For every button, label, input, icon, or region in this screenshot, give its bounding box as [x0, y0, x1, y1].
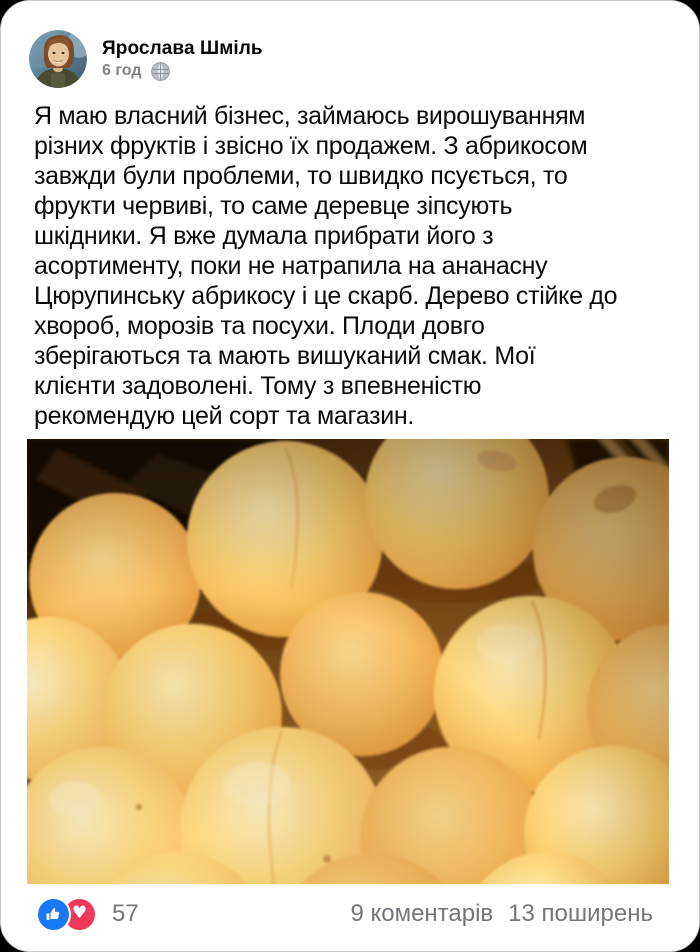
post-photo[interactable]	[27, 439, 669, 884]
post-text-line: Цюрупинську абрикосу і це скарб. Дерево стійке до	[34, 282, 618, 310]
post-text	[1, 88, 699, 431]
timestamp[interactable]: 6 год	[102, 62, 142, 79]
meta-row	[102, 62, 263, 81]
avatar[interactable]	[29, 30, 87, 88]
post-text-line: рекомендую цей сорт та магазин.	[34, 402, 415, 430]
post-text-line: клієнти задоволені. Тому з впевненістю	[34, 372, 482, 400]
post-text-line: зберігаються та мають вишуканий смак. Мої	[34, 342, 536, 370]
footer-counts	[350, 900, 653, 928]
post-footer	[1, 894, 699, 934]
header-text	[102, 38, 263, 81]
apricots-photo	[27, 439, 669, 884]
shares-count[interactable]: 13 поширень	[508, 900, 653, 927]
post-text-line: різних фруктів і звісно їх продажем. З абрикосом	[34, 132, 588, 160]
post-text-line: асортименту, поки не натрапила на ананасну	[34, 252, 548, 280]
comments-count[interactable]: 9 коментарів	[350, 900, 494, 927]
post-text-line: завжди були проблеми, то швидко псується, то	[34, 162, 568, 190]
heart-glyph: ♥	[71, 902, 88, 923]
post-text-line: шкідники. Я вже думала прибрати його з	[34, 222, 494, 250]
post-text-line: фрукти червиві, то саме деревце зіпсують	[34, 192, 513, 220]
post-header	[1, 1, 699, 88]
globe-icon	[151, 62, 170, 81]
post-text-line: хвороб, морозів та посухи. Плоди довго	[34, 312, 485, 340]
post-text-line: Я маю власний бізнес, займаюсь вирошуванням	[34, 102, 586, 130]
reaction-icons[interactable]	[38, 899, 95, 930]
avatar-image	[29, 30, 87, 88]
reaction-count[interactable]: 57	[112, 900, 139, 927]
like-icon[interactable]	[38, 899, 69, 930]
author-name[interactable]: Ярослава Шміль	[102, 37, 263, 59]
